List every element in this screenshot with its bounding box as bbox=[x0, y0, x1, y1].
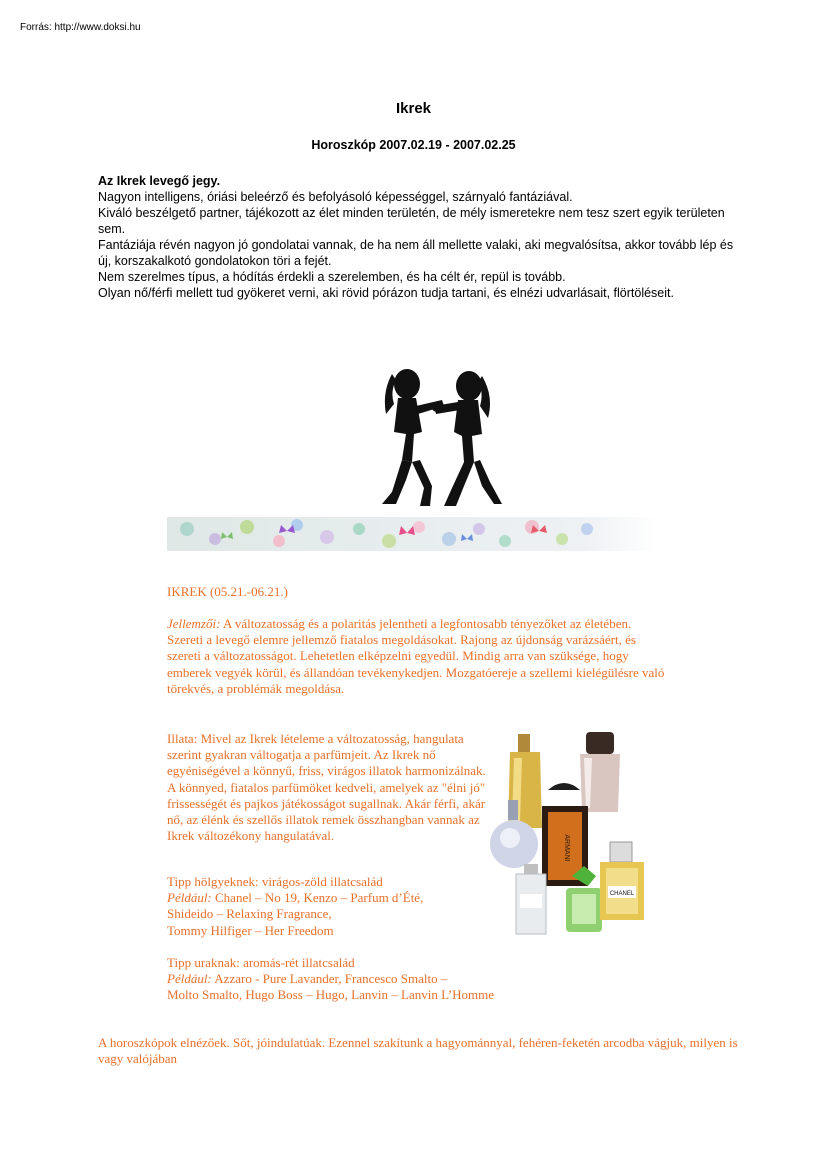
tip-women-heading: Tipp hölgyeknek: virágos-zöld illatcsalád bbox=[167, 874, 383, 889]
intro-line: Nem szerelmes típus, a hódítás érdekli a szerelemben, és ha célt ér, repül is tovább. bbox=[98, 270, 566, 284]
tip-men-line: Azzaro - Pure Lavander, Francesco Smalto – bbox=[211, 971, 448, 987]
characteristics-label: Jellemzői: bbox=[167, 616, 221, 631]
intro-line: Kiváló beszélgető partner, tájékozott az élet minden területén, de mély ismeretekre nem tesz szert egyik területen sem. bbox=[98, 206, 725, 236]
tip-men-line: Molto Smalto, Hugo Boss – Hugo, Lanvin – Lanvin L’Homme bbox=[167, 987, 495, 1003]
tip-women bbox=[167, 874, 487, 939]
scent-paragraph: Illata: Mivel az Ikrek lételeme a változatosság, hangulata szerint gyakran váltogatja a parfümjeit. Az Ikrek nő egyéniségével a könnyű, friss, virágos illatok harmonizálnak. A könnyed, fiatalos parfümöket kedveli, amelyek az "élni jó" frissességét és pajkos játékosságot sugallnak. Akár férfi, akár nő, az élénk és szellős illatok remek összhangban vannak az Ikrek változékony hangulatával. bbox=[167, 731, 486, 844]
perfume-label-chanel: CHANEL bbox=[609, 891, 635, 897]
page-title: Ikrek bbox=[395, 100, 432, 117]
tip-women-line: Tommy Hilfiger – Her Freedom bbox=[167, 922, 334, 938]
page-subtitle: Horoszkóp 2007.02.19 - 2007.02.25 bbox=[311, 138, 516, 152]
tip-men-label: Például: bbox=[167, 971, 212, 987]
intro-text bbox=[98, 173, 738, 301]
source-note: Forrás: http://www.doksi.hu bbox=[20, 22, 141, 33]
intro-line: Fantáziája révén nagyon jó gondolatai vannak, de ha nem áll mellette valaki, aki megvalósítsa, akkor tovább lép és új, korszakalkotó gondolatokon töri a fejét. bbox=[98, 238, 734, 268]
tip-men bbox=[167, 955, 587, 1004]
characteristics-text: A változatosság és a polaritás jelentheti a legfontosabb tényezőket az életében. Szereti a levegő elemre jellemző fiatalos megoldásokat. Rajong az újdonság varázsáért, és szereti a változatosságot. Lehetetlen elképzelni egyedül. Mindig arra van szüksége, hogy emberek vegyék körül, és állandóan tevékenykedjen. Mozgatóereje a szellemi kielégülésre való törekvés, a problémák megoldása. bbox=[167, 616, 665, 696]
tip-men-heading: Tipp uraknak: aromás-rét illatcsalád bbox=[167, 955, 355, 970]
intro-lead: Az Ikrek levegő jegy. bbox=[98, 174, 221, 188]
perfume-bottles-image bbox=[488, 718, 658, 946]
perfume-label-armani: ARMANI bbox=[563, 834, 570, 862]
gemini-twins-image bbox=[372, 362, 504, 514]
intro-line: Nagyon intelligens, óriási beleérző és befolyásoló képességgel, szárnyaló fantáziával. bbox=[98, 190, 573, 204]
tip-women-line: Shideido – Relaxing Fragrance, bbox=[167, 906, 332, 922]
sign-heading: IKREK (05.21.-06.21.) bbox=[167, 584, 288, 599]
butterfly-strip-image bbox=[167, 517, 657, 551]
tip-women-line: Chanel – No 19, Kenzo – Parfum d’Été, bbox=[211, 890, 424, 906]
closing-paragraph: A horoszkópok elnézőek. Sőt, jóindulatúak. Ezennel szakítunk a hagyománnyal, fehéren-feketén arcodba vágjuk, milyen is vagy valójában bbox=[98, 1035, 738, 1067]
characteristics-paragraph bbox=[167, 616, 665, 697]
tip-women-label: Például: bbox=[167, 890, 212, 906]
intro-line: Olyan nő/férfi mellett tud gyökeret verni, aki rövid pórázon tudja tartani, és elnézi udvarlásait, flörtöléseit. bbox=[98, 286, 674, 300]
